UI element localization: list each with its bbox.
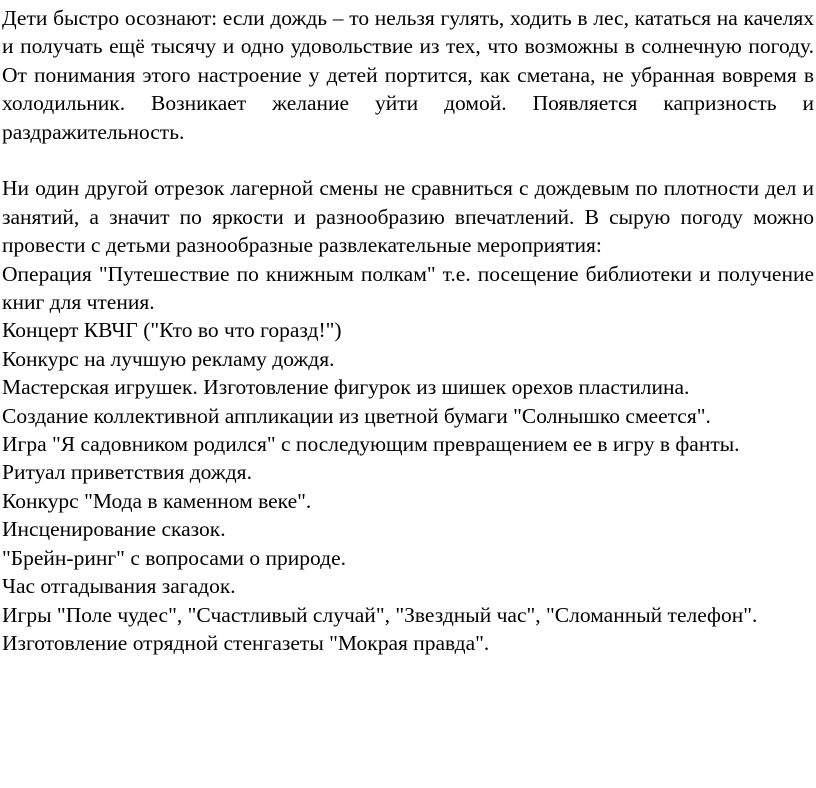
list-item: Конкурс "Мода в каменном веке". [2, 488, 312, 513]
list-item: Игры "Поле чудес", "Счастливый случай", "Звездный час", "Сломанный телефон". [2, 602, 758, 627]
list-item: Час отгадывания загадок. [2, 574, 236, 599]
list-item: Конкурс на лучшую рекламу дождя. [2, 346, 335, 371]
list-item: Мастерская игрушек. Изготовление фигурок из шишек орехов пластилина. [2, 375, 690, 400]
list-item: "Брейн-ринг" с вопросами о природе. [2, 545, 346, 570]
activities-list [2, 260, 814, 658]
list-item: Создание коллективной аппликации из цветной бумаги "Солнышко смеется". [2, 403, 711, 428]
list-item: Инсценирование сказок. [2, 517, 226, 542]
list-item: Концерт КВЧГ ("Кто во что горазд!") [2, 318, 342, 343]
list-item: Ритуал приветствия дождя. [2, 460, 252, 485]
list-item: Операция "Путешествие по книжным полкам" т.е. посещение библиотеки и получение книг для чтения. [2, 261, 814, 315]
list-item: Изготовление отрядной стенгазеты "Мокрая правда". [2, 630, 490, 655]
paragraph-spacer [2, 146, 814, 174]
activities-intro-paragraph: Ни один другой отрезок лагерной смены не сравниться с дождевым по плотности дел и занятий, а значит по яркости и разнообразию впечатлений. В сырую погоду можно провести с детьми разнообразные развлекательные мероприятия: [2, 176, 814, 258]
intro-paragraph: Дети быстро осознают: если дождь – то нельзя гулять, ходить в лес, кататься на качелях и получать ещё тысячу и одно удовольствие из тех, что возможны в солнечную погоду. От понимания этого настроение у детей портится, как сметана, не убранная вовремя в холодильник. Возникает желание уйти домой. Появляется капризность и раздражительность. [2, 6, 814, 144]
list-item: Игра "Я садовником родился" с последующим превращением ее в игру в фанты. [2, 432, 740, 457]
